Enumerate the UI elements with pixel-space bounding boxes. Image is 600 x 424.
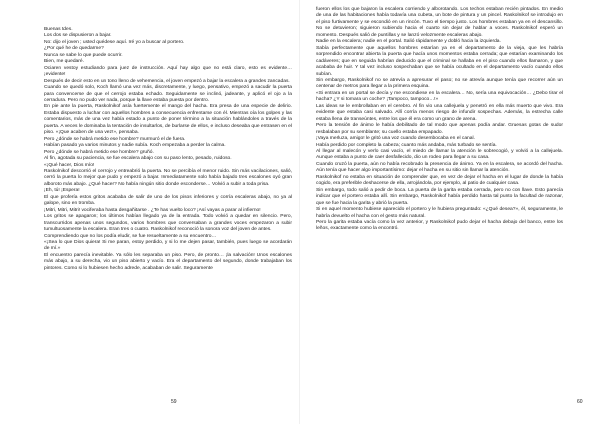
paragraph: Después de decir esto en un tono lleno de vehemencia, el joven empezó a bajar la escalera a grandes zancadas.	[44, 78, 290, 84]
paragraph: «¡Sea lo que Dios quiera! Si me paran, estoy perdido, y si lo me dejen pasar, también, pues luego se acordarán de mí.»	[44, 239, 292, 252]
paragraph: «Si entrara en un portal se decía y me escondiese en la escalera… No, sería una equivocación… ¿Debo tirar el hacha? ¿Y si tomara un coche? ¡Tampoco, tampoco…!»	[316, 90, 563, 103]
left-page-number: 59	[171, 399, 177, 405]
paragraph: Bien, me quedaré.	[44, 59, 84, 65]
paragraph: Nunca se sabe lo que puede ocurrir.	[44, 52, 123, 58]
paragraph: Raskolnikof descorrió el cerrojo y entreabrió la puerta. No se percibía el menor ruido. Sin más vacilaciones, salió, cerró la puerta lo mejor que pudo y empezó a bajar. Inmediatamente solo había bajado tres escalones oyó gran alboroto más abajo. ¿Qué hacer? No había ningún sitio donde esconderse… Volvió a subir a toda prisa.	[44, 168, 292, 187]
paragraph: Pero la garita estaba vacía como la vez anterior, y Raskolnikof pudo dejar el hacha debajo del banco, entre los leños, exactamente como la encontró.	[316, 219, 563, 232]
paragraph: Raskolnikof no estaba en situación de comprender que, en vez de dejar el hacha en el lugar de donde la había cogido, era preferible deshacerse de ella, arrojándola, por ejemplo, al patio de cualquier casa.	[316, 174, 563, 187]
paragraph: Las ideas se le embrollaban en el cerebro. Al fin vio una callejuela y penetró en ella más muerto que vivo. Era evidente que estaba casi salvado. Allí corría menos riesgo de infundir sospechas. Además, la estrecha calle estaba llena de transeúntes, entre los que él era como un grano de arena.	[316, 103, 563, 122]
paragraph: Cuando cruzó la puerta, aún no había recobrado la presencia de ánimo. Ya en la escalera, se acordó del hacha. Aún tenía que hacer algo importantísimo: dejar el hacha en su sitio sin llamar la atención.	[316, 161, 563, 174]
paragraph: ¡Mitri, Mitri, Mitri! vociferaba hasta desgañitarse . ¿Te has vuelto loco? ¡Así vayas a parar al infierno!	[44, 207, 261, 213]
paragraph: Pero la tensión de ánimo le había debilitado de tal modo que apenas podía andar. Gruesas gotas de sudor resbalaban por su semblante; su cuello estaba empapado.	[316, 123, 563, 135]
paragraph: Nadie en la escalera; nadie en el portal. Salió rápidamente y dobló hacia la izquierda.	[316, 39, 501, 45]
left-page-text	[44, 27, 292, 272]
paragraph: Buenas tdes.	[44, 27, 73, 32]
paragraph: Cuando se quedó solo, Koch llamó una vez más, discretamente, y luego, pensativo, empezó a sacudir la puerta para convencerse de que el cerrojo estaba echado. Seguidamente se inclinó, jadeante, y aplicó el ojo a la cerradura. Pero no pudo ver nada, porque la llave estaba puesta por dentro.	[44, 85, 292, 103]
right-page-number: 60	[577, 399, 583, 405]
paragraph: Al fin, agotada su paciencia, se fue escalera abajo con su paso lento, pesado, ruidoso.	[44, 156, 232, 162]
paragraph: El que profería estos gritos acababa de salir de uno de los pisos inferiores y corría escaleras abajo, no ya al galope, sino en tromba.	[44, 194, 292, 207]
paragraph: Sabía perfectamente que aquellos hombres estarían ya en el departamento de la vieja, que les habría sorprendido encontrar abierta la puerta que hacía unos momentos estaba cerrada; que estarían examinando los cadáveres; que en seguida habrían deducido que el criminal se hallaba en el piso cuando ellos llamaron, y que acababa de huir. Y tal vez incluso sospechaban que se había ocultado en el departamento vacío cuando ellos subían.	[316, 45, 563, 77]
paragraph: En pie ante la puerta, Raskolnikof asía fuertemente el mango del hacha. Era presa de una especie de delirio. Estaba dispuesto a luchar con aquellos hombres a consecuencia enfrentarse con él. Mientras oía los golpes y las comentarios, más de una vez había estado a punto de poner término a la situación hablándoles a través de la puerta. A veces le dominaba la tentación de insultarlos, de burlarse de ellos, e incluso deseaba que entrasen en el piso. «¡Que acaben de una vez!», pensaba.	[44, 104, 292, 136]
right-page-text	[316, 7, 563, 233]
paragraph: Si en aquel momento hubiese aparecido el portero y le hubiera preguntado: «¿Qué desea?», él, seguramente, le habría devuelto el hacha con el gesto más natural.	[316, 207, 563, 219]
paragraph: No: dijo el joven ; usted quédese aquí. Iré yo a buscar al portero.	[44, 39, 185, 45]
right-page	[300, 0, 600, 424]
paragraph: Al llegar al malecón y verlo casi vacío, el miedo de llamar la atención le sobrecogió, y volvió a la callejuela. Aunque estaba a punto de caer desfallecido, dio un rodeo para llegar a su casa.	[316, 148, 563, 161]
paragraph: Habían pasado ya varios minutos y nadie subía. Koch empezaba a perder la calma.	[44, 143, 226, 149]
paragraph: ¿Por qué he de quedarme?	[44, 46, 104, 52]
paragraph: fueron ellos los que bajaron la escalera corriendo y alborotando. Los techos estaban recién pintados. En medio de una de las habitaciones había todavía una cubeta, un bote de pintura y un pincel. Raskolnikof se introdujo en el piso furtivamente y se escondió en un rincón. Tuvo el tiempo justo. Los hombres estaban ya en el descansillo. No se detuvieron; siguieron subiendo hacia el cuarto sin dejar de hablar a voces. Raskolnikof esperó un momento. Después salió de puntillas y se lanzó velozmente escaleras abajo.	[316, 7, 563, 38]
paragraph: Sin embargo, todo salió a pedir de boca. La puerta de la garita estaba cerrada, pero no con llave. Esto parecía indicar que el portero estaba allí. Sin embargo, Raskolnikof había perdido hasta tal punto la facultad de razonar, que se fue hacia la garita y abrió la puerta.	[316, 187, 563, 206]
paragraph: «¡Qué hacer, Dios mío!	[44, 162, 95, 168]
paragraph: Pero ¿dónde se habrá metido ese hombre? murmuró el de fuera.	[44, 136, 186, 142]
paragraph: ¡Vaya merluza, amigo! le gritó una voz cuando desembocaba en el canal.	[316, 136, 475, 142]
paragraph: El encuentro parecía inevitable. Ya sólo les separaba un piso. Pero, de pronto… ¡la salvación! Unos escalones más abajo, a su derecha, vio un piso abierto y vacío. Era el departamento del segundo, donde trabajaban los pintores. Como si lo hubiesen hecho adrede, acababan de salir. Seguramente	[44, 252, 292, 271]
paragraph: Pero ¿dónde se habrá metido ese hombre? gruñó.	[44, 149, 154, 155]
paragraph: Ociaren vestoy estudiando para juez de instrucción. Aquí hay algo que no está claro, esto es evidente… ¡evidente!	[44, 65, 292, 78]
paragraph: Los dos se dispusieron a bajar.	[44, 33, 112, 39]
paragraph: ¡Eh, tú! ¡Espera!	[44, 188, 80, 194]
paragraph: Comprendiendo que no los podía eludir, se fue resueltamente a su encuentro…	[44, 233, 217, 239]
paragraph: Los gritos se apagaron; los últimos habían llegado ya de la entrada. Todo volvió a quedar en silencio. Pero, transcurridos apenas unos segundos, varios hombres que conversaban a grandes voces empezaron a subir tumultuosamente la escalera. Eran tres o cuatro. Raskolnikof reconoció la sonora voz del joven de antes.	[44, 214, 292, 233]
paragraph: Sin embargo, Raskolnikof no se atrevía a apresurar el paso; no se atrevía aunque tenía que recorrer aún un centenar de metros para llegar a la primera esquina.	[316, 77, 563, 90]
paragraph: Había perdido por completo la cabeza; cuanto más andaba, más turbado se sentía.	[316, 142, 497, 148]
